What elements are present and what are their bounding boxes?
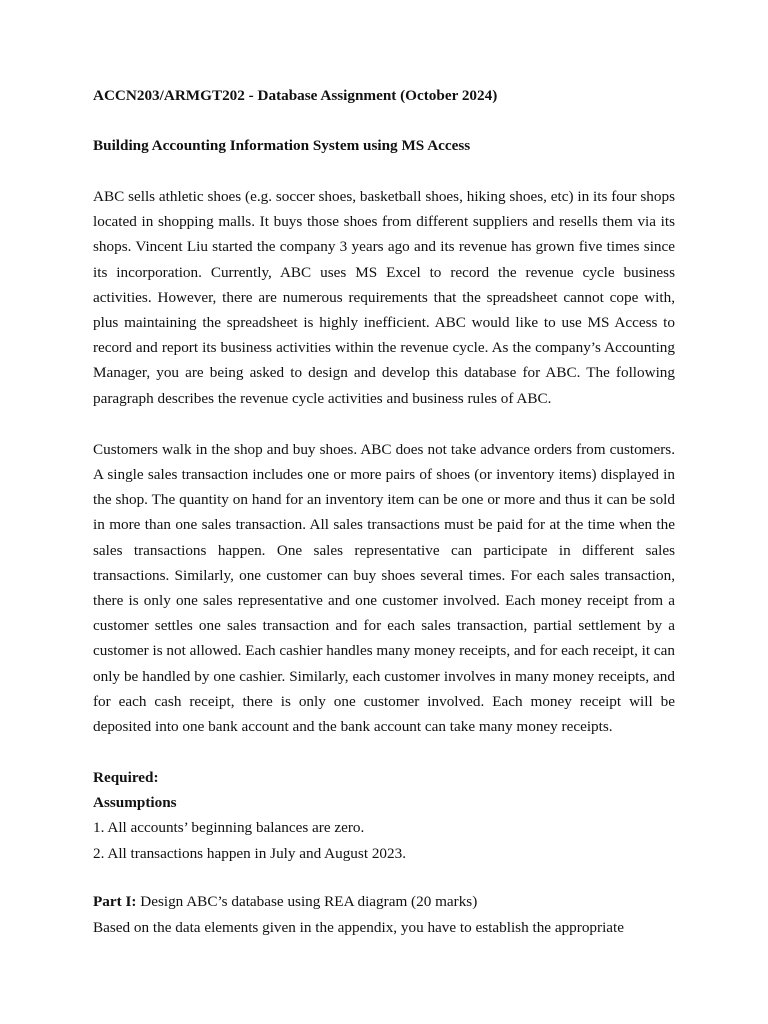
assumption-item: 1. All accounts’ beginning balances are zero. [93,819,365,837]
part-one-label: Part I: [93,893,137,911]
part-one-heading [93,889,675,915]
document-title: ACCN203/ARMGT202 - Database Assignment (October 2024) [93,87,498,104]
assumption-item: 2. All transactions happen in July and August 2023. [93,844,407,862]
part-one-description: Design ABC’s database using REA diagram (20 marks) [136,893,478,911]
paragraph-company-background: ABC sells athletic shoes (e.g. soccer shoes, basketball shoes, hiking shoes, etc) in its four shops located in shopping malls. It buys those shoes from different suppliers and resells them via its shops. Vincent Liu started the company 3 years ago and its revenue has grown five times since its incorporation. Currently, ABC uses MS Excel to record the revenue cycle business activities. However, there are numerous requirements that the spreadsheet cannot cope with, plus maintaining the spreadsheet is highly inefficient. ABC would like to use MS Access to record and report its business activities within the revenue cycle. As the company’s Accounting Manager, you are being asked to design and develop this database for ABC. The following paragraph describes the revenue cycle activities and business rules of ABC. [93,188,675,407]
document-page [93,86,675,940]
document-subtitle: Building Accounting Information System using MS Access [93,137,471,154]
assumptions-heading: Assumptions [93,794,177,812]
part-one-body: Based on the data elements given in the appendix, you have to establish the appropriate [93,918,624,936]
paragraph-business-rules: Customers walk in the shop and buy shoes. ABC does not take advance orders from customers. A single sales transaction includes one or more pairs of shoes (or inventory items) displayed in the shop. The quantity on hand for an inventory item can be one or more and thus it can be sold in more than one sales transaction. All sales transactions must be paid for at the time when the sales transactions happen. One sales representative can participate in different sales transactions. Similarly, one customer can buy shoes several times. For each sales transaction, there is only one sales representative and one customer involved. Each money receipt from a customer settles one sales transaction and for each sales transaction, partial settlement by a customer is not allowed. Each cashier handles many money receipts, and for each receipt, it can only be handled by one cashier. Similarly, each customer involves in many money receipts, and for each cash receipt, there is only one customer involved. Each money receipt will be deposited into one bank account and the bank account can take many money receipts. [93,440,675,736]
required-heading: Required: [93,769,159,787]
